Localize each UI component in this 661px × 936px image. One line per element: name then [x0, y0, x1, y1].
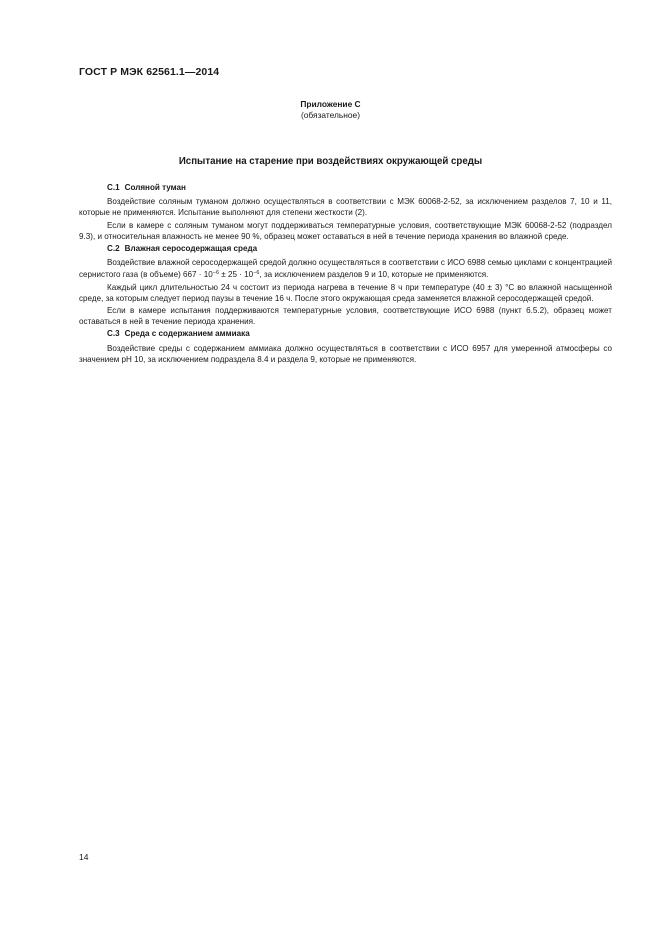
section-heading-c3	[79, 328, 612, 339]
section-number: С.3	[107, 329, 120, 339]
text-run: , за исключением разделов 9 и 10, которые не применяются.	[259, 270, 489, 280]
paragraph: Воздействие соляным туманом должно осуществляться в соответствии с МЭК 60068-2-52, за исключением разделов 7, 10 и 11, которые не применяются. Испытание выполняют для степени жесткости (2).	[79, 197, 612, 218]
paragraph: Воздействие среды с содержанием аммиака должно осуществляться в соответствии с ИСО 6957 для умеренной атмосферы со значением рН 10, за исключением подраздела 8.4 и раздела 9, которые не применяются.	[79, 343, 612, 364]
document-header: ГОСТ Р МЭК 62561.1—2014	[79, 66, 220, 78]
document-title: Испытание на старение при воздействиях окружающей среды	[178, 156, 483, 167]
section-title: Влажная серосодержащая среда	[124, 244, 258, 254]
document-body	[79, 181, 612, 366]
paragraph: Если в камере с соляным туманом могут поддерживаться температурные условия, соответствующие МЭК 60068-2-52 (подраздел 9.3), и относительная влажность не менее 90 %, образец может оставаться в ней в течение периода хранения во влажной среде.	[79, 220, 612, 241]
section-title: Соляной туман	[124, 183, 186, 192]
section-title: Среда с содержанием аммиака	[124, 329, 250, 339]
page-number: 14	[79, 852, 89, 862]
paragraph: Если в камере испытания поддерживаются температурные условия, соответствующие ИСО 6988 (пункт 6.5.2), образец может оставаться в ней в течение периода хранения.	[79, 306, 612, 327]
section-number: С.2	[107, 244, 120, 254]
text-run: ± 25 · 10	[219, 270, 254, 280]
annex-status: (обязательное)	[300, 110, 360, 120]
annex-title: Приложение С	[300, 99, 361, 109]
paragraph: Каждый цикл длительностью 24 ч состоит из периода нагрева в течение 8 ч при температуре (40 ± 3) °С во влажной насыщенной среде, за которым следует период паузы в течение 16 ч. После этого окружающая среда заменяется влажной серосодержащей средой.	[79, 282, 612, 303]
annex-heading	[0, 99, 661, 121]
section-heading-c1	[79, 182, 612, 193]
exponent: −6	[212, 270, 220, 277]
text-run: Воздействие влажной серосодержащей средой должно осуществляться в соответствии с ИСО 6988 семью циклами с концентрацией сернистого газа (в объеме) 667 · 10	[79, 258, 612, 280]
section-heading-c2	[79, 243, 612, 254]
exponent: −6	[253, 270, 260, 277]
section-number: С.1	[107, 183, 120, 192]
paragraph-concentration	[79, 257, 612, 280]
